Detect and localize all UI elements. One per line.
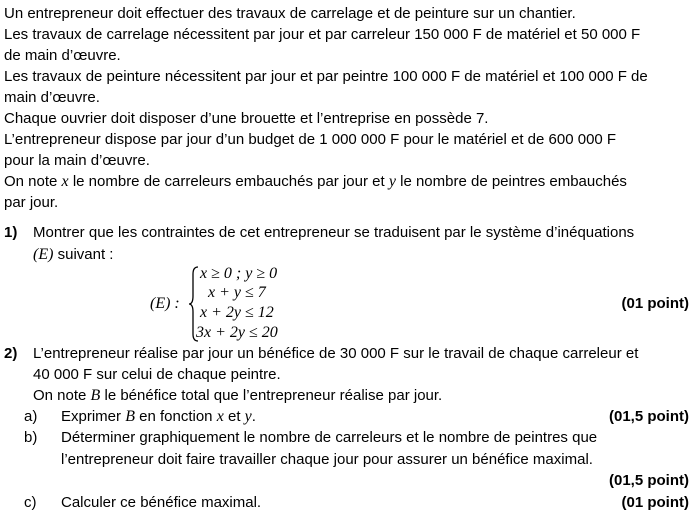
intro-line-6: Chaque ouvrier doit disposer d’une brouette et l’entreprise en possède 7. bbox=[4, 110, 489, 127]
question-2-text: le bénéfice total que l’entrepreneur réalise par jour. bbox=[100, 387, 443, 404]
intro-line-1: Un entrepreneur doit effectuer des travaux de carrelage et de peinture sur un chantier. bbox=[4, 5, 576, 22]
inequation-3: x + 2y ≤ 12 bbox=[200, 304, 274, 321]
subquestion-c-label: c) bbox=[24, 494, 37, 511]
var-y: y bbox=[244, 408, 252, 425]
subquestion-b-line-2: l’entrepreneur doit faire travailler chaque jour pour assurer un bénéfice maximal. bbox=[61, 451, 593, 468]
subquestion-c-points: (01 point) bbox=[621, 494, 689, 511]
subquestion-a-part: et bbox=[223, 408, 245, 425]
intro-line-10: par jour. bbox=[4, 194, 59, 211]
var-x: x bbox=[61, 173, 69, 190]
intro-line-4: Les travaux de peinture nécessitent par jour et par peintre 100 000 F de matériel et 100 000 F de bbox=[4, 68, 648, 85]
subquestion-a-part: en fonction bbox=[134, 408, 217, 425]
subquestion-b-label: b) bbox=[24, 429, 38, 446]
question-1-number: 1) bbox=[4, 224, 18, 241]
intro-line-2: Les travaux de carrelage nécessitent par jour et par carreleur 150 000 F de matériel et 50 000 F bbox=[4, 26, 641, 43]
question-1-text: suivant : bbox=[53, 246, 114, 263]
inequation-1: x ≥ 0 ; y ≥ 0 bbox=[200, 265, 278, 282]
subquestion-a-points: (01,5 point) bbox=[608, 408, 689, 425]
intro-text: On note bbox=[4, 173, 62, 190]
question-2-number: 2) bbox=[4, 345, 18, 362]
intro-line-8: pour la main d’œuvre. bbox=[4, 152, 150, 169]
subquestion-a-part: . bbox=[251, 408, 256, 425]
intro-text: le nombre de carreleurs embauchés par jour et bbox=[68, 173, 389, 190]
question-2-line-2: 40 000 F sur celui de chaque peintre. bbox=[33, 366, 281, 383]
intro-text: le nombre de peintres embauchés bbox=[395, 173, 627, 190]
var-x: x bbox=[216, 408, 224, 425]
subquestion-a-text bbox=[61, 407, 256, 427]
intro-line-3: de main d’œuvre. bbox=[4, 47, 121, 64]
question-1-points: (01 point) bbox=[621, 295, 689, 312]
question-2-line-3 bbox=[33, 386, 442, 406]
subquestion-a-label: a) bbox=[24, 408, 38, 425]
system-name: (E) bbox=[33, 246, 54, 263]
inequation-2: x + y ≤ 7 bbox=[208, 284, 266, 301]
question-2-line-1: L’entrepreneur réalise par jour un bénéfice de 30 000 F sur le travail de chaque carreleur et bbox=[33, 345, 639, 362]
inequation-4: 3x + 2y ≤ 20 bbox=[196, 324, 278, 341]
intro-line-7: L’entrepreneur dispose par jour d’un budget de 1 000 000 F pour le matériel et de 600 000 F bbox=[4, 131, 617, 148]
question-2-text: On note bbox=[33, 387, 91, 404]
var-b: B bbox=[125, 408, 135, 425]
system-label: (E) : bbox=[150, 295, 180, 312]
subquestion-a-part: Exprimer bbox=[61, 408, 126, 425]
inequation-system bbox=[150, 264, 310, 344]
question-1-line-1: Montrer que les contraintes de cet entrepreneur se traduisent par le système d’inéquations bbox=[33, 224, 635, 241]
subquestion-b-points: (01,5 point) bbox=[608, 472, 689, 489]
intro-line-9 bbox=[4, 172, 627, 192]
var-y: y bbox=[388, 173, 396, 190]
question-1-line-2 bbox=[33, 245, 113, 265]
var-b: B bbox=[90, 387, 101, 404]
subquestion-c-text: Calculer ce bénéfice maximal. bbox=[61, 494, 262, 511]
intro-line-5: main d’œuvre. bbox=[4, 89, 100, 106]
subquestion-b-line-1: Déterminer graphiquement le nombre de carreleurs et le nombre de peintres que bbox=[61, 429, 598, 446]
